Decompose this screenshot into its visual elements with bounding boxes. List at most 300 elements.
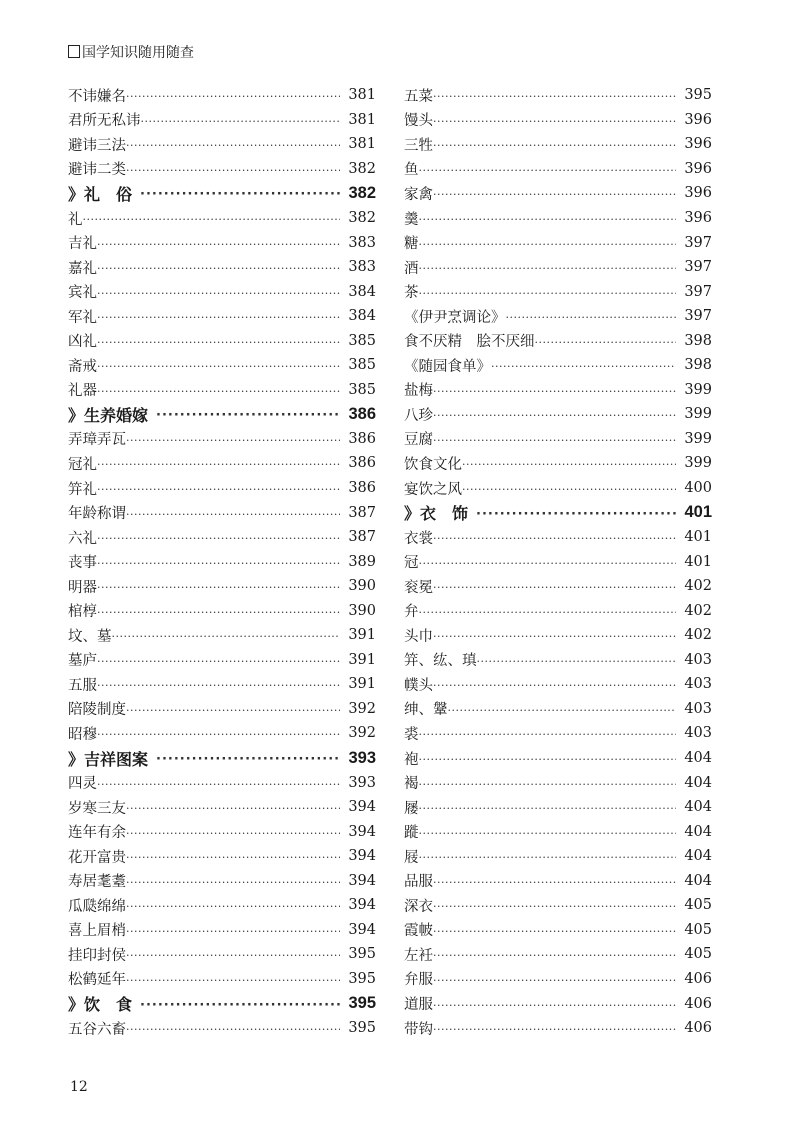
dot-leader <box>97 455 340 471</box>
toc-entry-title: 》吉祥图案 <box>68 749 149 769</box>
toc-entry-page: 404 <box>684 872 712 889</box>
toc-entry-title: 斋戒 <box>68 358 97 375</box>
dot-leader <box>433 136 676 152</box>
toc-entry-page: 396 <box>684 160 712 177</box>
toc-entry-title: 裘 <box>404 726 419 743</box>
toc-entry-page: 401 <box>684 529 712 546</box>
dot-leader <box>468 504 676 522</box>
toc-entry <box>68 108 376 133</box>
toc-entry-title: 霞帔 <box>404 923 433 940</box>
dot-leader <box>433 185 676 201</box>
toc-entry <box>68 279 376 304</box>
dot-leader <box>97 382 340 398</box>
page-number: 12 <box>70 1079 88 1095</box>
dot-leader <box>419 554 677 570</box>
toc-entry-title: 衣裳 <box>404 530 433 547</box>
toc-entry-title: 宴饮之风 <box>404 481 462 498</box>
toc-entry <box>404 942 712 967</box>
toc-entry-title: 避讳三法 <box>68 137 126 154</box>
toc-entry-title: 五菜 <box>404 88 433 105</box>
toc-entry-title: 弁 <box>404 604 419 621</box>
toc-entry-title: 盐梅 <box>404 383 433 400</box>
toc-entry <box>68 1016 376 1041</box>
toc-entry-title: 绅、鞶 <box>404 702 448 719</box>
toc-entry <box>404 672 712 697</box>
toc-entry-page: 398 <box>684 332 712 349</box>
toc-entry-page: 397 <box>684 308 712 325</box>
toc-entry <box>68 328 376 353</box>
toc-entry <box>68 967 376 992</box>
toc-entry-page: 385 <box>348 381 376 398</box>
dot-leader <box>97 308 340 324</box>
toc-entry-title: 左衽 <box>404 947 433 964</box>
toc-entry <box>404 230 712 255</box>
dot-leader <box>97 578 340 594</box>
dot-leader <box>433 897 676 913</box>
toc-entry-page: 398 <box>684 357 712 374</box>
toc-entry-page: 396 <box>684 210 712 226</box>
dot-leader <box>419 848 677 864</box>
toc-entry-page: 383 <box>348 234 376 251</box>
dot-leader <box>97 284 340 300</box>
toc-entry-page: 395 <box>348 970 376 987</box>
toc-entry-title: 礼器 <box>68 383 97 400</box>
dot-leader <box>419 775 677 791</box>
toc-entry <box>68 230 376 255</box>
toc-section-heading <box>68 991 376 1016</box>
toc-entry-page: 386 <box>348 430 376 447</box>
toc-entry-page: 404 <box>684 750 712 767</box>
dot-leader <box>419 210 677 226</box>
toc-entry-page: 393 <box>348 774 376 791</box>
toc-entry-page: 385 <box>348 332 376 349</box>
toc-entry-page: 387 <box>348 504 376 521</box>
dot-leader <box>419 284 677 300</box>
square-bullet-icon <box>68 45 80 58</box>
toc-entry <box>404 304 712 329</box>
toc-entry <box>404 108 712 133</box>
toc-entry <box>68 893 376 918</box>
toc-section-heading <box>68 181 376 206</box>
toc-entry <box>404 991 712 1016</box>
toc-entry-title: 八珍 <box>404 407 433 424</box>
toc-entry <box>68 598 376 623</box>
toc-entry-page: 392 <box>348 700 376 717</box>
toc-entry-title: 》衣 饰 <box>404 504 469 524</box>
dot-leader <box>97 775 340 791</box>
dot-leader <box>535 333 677 349</box>
toc-entry <box>68 942 376 967</box>
toc-entry-page: 404 <box>684 823 712 840</box>
dot-leader <box>506 308 677 324</box>
toc-entry-page: 382 <box>348 210 376 226</box>
dot-leader <box>97 357 340 373</box>
toc-entry-page: 403 <box>684 725 712 742</box>
toc-entry-title: 食不厌精 脍不厌细 <box>404 334 535 351</box>
toc-entry-title: 喜上眉梢 <box>68 923 126 940</box>
dot-leader <box>433 996 676 1012</box>
toc-entry-title: 》礼 俗 <box>68 184 133 204</box>
toc-entry-page: 392 <box>348 725 376 742</box>
toc-entry-page: 402 <box>684 602 712 619</box>
toc-entry <box>404 795 712 820</box>
toc-entry-title: 丧事 <box>68 555 97 572</box>
toc-entry-page: 399 <box>684 381 712 398</box>
toc-entry <box>68 623 376 648</box>
toc-entry-title: 道服 <box>404 997 433 1013</box>
dot-leader <box>126 431 340 447</box>
toc-entry-title: 《随园食单》 <box>404 358 491 375</box>
toc-entry-title: 豆腐 <box>404 432 433 449</box>
toc-entry-page: 406 <box>684 970 712 987</box>
dot-leader <box>433 578 676 594</box>
toc-entry-page: 394 <box>348 799 376 816</box>
toc-entry-page: 400 <box>684 480 712 497</box>
toc-entry <box>68 427 376 452</box>
toc-entry-page: 384 <box>348 308 376 325</box>
toc-entry-page: 384 <box>348 283 376 300</box>
toc-entry <box>68 83 376 108</box>
toc-entry-title: 》生养婚嫁 <box>68 405 149 425</box>
toc-entry-page: 405 <box>684 897 712 914</box>
dot-leader <box>97 554 340 570</box>
toc-entry-title: 宾礼 <box>68 285 97 302</box>
dot-leader <box>491 357 676 373</box>
toc-entry-title: 羹 <box>404 211 419 228</box>
toc-entry <box>68 451 376 476</box>
dot-leader <box>433 946 676 962</box>
toc-entry <box>68 255 376 280</box>
toc-entry-title: 坟、墓 <box>68 628 112 645</box>
toc-entry-title: 年龄称谓 <box>68 506 126 523</box>
toc-entry-page: 401 <box>684 503 712 522</box>
toc-entry-page: 386 <box>348 404 376 423</box>
toc-entry-title: 岁寒三友 <box>68 800 126 817</box>
toc-entry-page: 403 <box>684 700 712 717</box>
dot-leader <box>126 701 340 717</box>
toc-entry-page: 396 <box>684 136 712 153</box>
dot-leader <box>433 382 676 398</box>
toc-entry <box>68 353 376 378</box>
toc-entry-page: 406 <box>684 1020 712 1037</box>
dot-leader <box>433 87 676 103</box>
dot-leader <box>148 749 340 767</box>
dot-leader <box>126 848 340 864</box>
toc-entry <box>404 525 712 550</box>
toc-left-column <box>68 83 376 1040</box>
dot-leader <box>126 971 340 987</box>
dot-leader <box>126 922 340 938</box>
toc-entry-title: 》饮 食 <box>68 995 133 1014</box>
toc-entry <box>404 451 712 476</box>
toc-entry <box>68 476 376 501</box>
dot-leader <box>433 529 676 545</box>
toc-entry-title: 头巾 <box>404 628 433 645</box>
toc-entry <box>404 181 712 206</box>
toc-entry-title: 深衣 <box>404 898 433 915</box>
dot-leader <box>126 873 340 889</box>
toc-entry-title: 吉礼 <box>68 236 97 253</box>
toc-entry-title: 瓜瓞绵绵 <box>68 898 126 915</box>
toc-entry-page: 382 <box>348 160 376 177</box>
toc-entry-page: 399 <box>684 406 712 423</box>
toc-entry-page: 385 <box>348 357 376 374</box>
toc-entry <box>68 844 376 869</box>
toc-entry <box>404 476 712 501</box>
toc-entry-title: 弁服 <box>404 972 433 989</box>
toc-entry-title: 茶 <box>404 285 419 302</box>
dot-leader <box>126 505 340 521</box>
toc-entry <box>68 869 376 894</box>
toc-entry-title: 避讳二类 <box>68 162 126 179</box>
dot-leader <box>126 946 340 962</box>
dot-leader <box>132 184 340 202</box>
toc-entry-title: 松鹤延年 <box>68 972 126 989</box>
running-header <box>68 42 194 62</box>
toc-entry <box>68 206 376 231</box>
toc-entry <box>68 525 376 550</box>
toc-entry-page: 381 <box>348 87 376 104</box>
toc-entry-title: 六礼 <box>68 530 97 547</box>
dot-leader <box>97 333 340 349</box>
toc-entry-title: 礼 <box>68 211 83 228</box>
toc-entry-title: 冠 <box>404 555 419 572</box>
dot-leader <box>433 1020 676 1036</box>
toc-entry <box>404 869 712 894</box>
toc-entry-title: 鱼 <box>404 162 419 179</box>
toc-entry <box>404 255 712 280</box>
toc-entry-page: 396 <box>684 185 712 202</box>
dot-leader <box>148 405 340 423</box>
dot-leader <box>126 799 340 815</box>
toc-entry <box>404 844 712 869</box>
toc-entry-title: 冠礼 <box>68 456 97 473</box>
toc-section-heading <box>404 500 712 525</box>
toc-entry-page: 402 <box>684 578 712 595</box>
toc-entry-title: 《伊尹烹调论》 <box>404 309 506 326</box>
toc-entry <box>404 427 712 452</box>
toc-entry-title: 笄、纮、瑱 <box>404 653 477 670</box>
toc-entry <box>68 770 376 795</box>
toc-section-heading <box>68 402 376 427</box>
dot-leader <box>462 455 676 471</box>
dot-leader <box>126 897 340 913</box>
toc-entry <box>68 819 376 844</box>
toc-entry-page: 391 <box>348 676 376 693</box>
toc-entry-page: 381 <box>348 136 376 153</box>
toc-entry <box>404 279 712 304</box>
toc-entry-title: 凶礼 <box>68 334 97 351</box>
toc-entry-page: 397 <box>684 259 712 276</box>
toc-entry <box>68 549 376 574</box>
toc-entry-page: 405 <box>684 921 712 938</box>
dot-leader <box>419 235 677 251</box>
dot-leader <box>97 603 340 619</box>
dot-leader <box>126 136 340 152</box>
toc-entry-page: 394 <box>348 921 376 938</box>
dot-leader <box>433 922 676 938</box>
dot-leader <box>97 676 340 692</box>
toc-entry-page: 397 <box>684 234 712 251</box>
toc-entry <box>68 574 376 599</box>
toc-entry <box>404 746 712 771</box>
toc-entry-title: 品服 <box>404 874 433 891</box>
toc-entry-title: 昭穆 <box>68 726 97 743</box>
toc-entry-title: 君所无私讳 <box>68 113 141 130</box>
dot-leader <box>97 529 340 545</box>
dot-leader <box>433 406 676 422</box>
dot-leader <box>419 750 677 766</box>
toc-entry-title: 军礼 <box>68 309 97 326</box>
toc-entry <box>404 353 712 378</box>
toc-entry-page: 401 <box>684 553 712 570</box>
toc-entry <box>68 697 376 722</box>
toc-entry-page: 405 <box>684 946 712 963</box>
toc-entry <box>404 648 712 673</box>
toc-entry-page: 395 <box>348 994 376 1012</box>
dot-leader <box>477 652 677 668</box>
dot-leader <box>448 701 677 717</box>
toc-entry-page: 402 <box>684 627 712 644</box>
toc-entry <box>68 648 376 673</box>
toc-entry <box>68 721 376 746</box>
toc-entry-title: 明器 <box>68 579 97 596</box>
toc-entry-title: 五谷六畜 <box>68 1021 126 1038</box>
toc-entry-title: 家禽 <box>404 186 433 203</box>
toc-entry <box>404 378 712 403</box>
dot-leader <box>462 480 676 496</box>
toc-entry <box>68 157 376 182</box>
toc-entry-title: 带钩 <box>404 1021 433 1038</box>
toc-entry-title: 弄璋弄瓦 <box>68 432 126 449</box>
dot-leader <box>419 725 677 741</box>
toc-entry <box>404 1016 712 1041</box>
dot-leader <box>97 725 340 741</box>
toc-entry-title: 笄礼 <box>68 481 97 498</box>
toc-entry-page: 399 <box>684 430 712 447</box>
toc-entry-page: 383 <box>348 259 376 276</box>
toc-entry-page: 391 <box>348 627 376 644</box>
toc-entry-title: 酒 <box>404 260 419 277</box>
toc-entry-title: 屐 <box>404 849 419 866</box>
toc-entry-title: 蹝 <box>404 825 419 842</box>
toc-entry <box>404 574 712 599</box>
dot-leader <box>419 799 677 815</box>
dot-leader <box>419 603 677 619</box>
toc-entry <box>404 623 712 648</box>
book-title: 国学知识随用随查 <box>82 45 194 61</box>
toc-entry-title: 嘉礼 <box>68 260 97 277</box>
toc-entry-title: 不讳嫌名 <box>68 88 126 105</box>
toc-entry <box>404 206 712 231</box>
toc-entry-page: 396 <box>684 111 712 128</box>
toc-entry-page: 389 <box>348 553 376 570</box>
toc-entry-page: 404 <box>684 799 712 816</box>
toc-entry-page: 395 <box>684 87 712 104</box>
toc-right-column <box>404 83 712 1040</box>
toc-entry-page: 394 <box>348 848 376 865</box>
toc-entry <box>404 967 712 992</box>
toc-entry-title: 衮冕 <box>404 579 433 596</box>
toc-entry-page: 404 <box>684 848 712 865</box>
toc-entry-page: 391 <box>348 651 376 668</box>
dot-leader <box>126 824 340 840</box>
toc-entry-page: 403 <box>684 676 712 693</box>
dot-leader <box>97 652 340 668</box>
toc-entry <box>404 598 712 623</box>
toc-entry-title: 寿居耄耋 <box>68 874 126 891</box>
toc-entry-page: 399 <box>684 455 712 472</box>
toc-entry <box>68 672 376 697</box>
toc-entry-title: 陪陵制度 <box>68 702 126 719</box>
dot-leader <box>97 235 340 251</box>
toc-entry-title: 花开富贵 <box>68 849 126 866</box>
toc-entry-page: 387 <box>348 529 376 546</box>
toc-entry-title: 四灵 <box>68 776 97 793</box>
toc-entry-page: 394 <box>348 897 376 914</box>
toc-entry <box>404 157 712 182</box>
toc-entry-title: 糖 <box>404 236 419 253</box>
toc-entry-page: 382 <box>348 183 376 202</box>
toc-entry <box>404 83 712 108</box>
toc-entry-title: 屦 <box>404 800 419 817</box>
toc-entry <box>68 132 376 157</box>
toc-entry-title: 三牲 <box>404 137 433 154</box>
dot-leader <box>97 480 340 496</box>
toc-entry <box>404 819 712 844</box>
toc-entry <box>68 795 376 820</box>
dot-leader <box>419 824 677 840</box>
toc-entry-page: 406 <box>684 995 712 1012</box>
toc-entry <box>68 304 376 329</box>
dot-leader <box>141 112 341 128</box>
toc-entry <box>404 770 712 795</box>
toc-entry-title: 幞头 <box>404 677 433 694</box>
dot-leader <box>419 259 677 275</box>
dot-leader <box>433 971 676 987</box>
toc-entry-title: 褐 <box>404 776 419 793</box>
toc-entry <box>404 549 712 574</box>
toc-entry-page: 404 <box>684 774 712 791</box>
toc-entry-title: 棺椁 <box>68 604 97 621</box>
dot-leader <box>132 995 340 1013</box>
toc-entry-page: 393 <box>348 748 376 767</box>
toc-entry-page: 403 <box>684 651 712 668</box>
toc-entry-title: 墓庐 <box>68 653 97 670</box>
toc-entry-page: 381 <box>348 111 376 128</box>
toc-entry-title: 袍 <box>404 751 419 768</box>
toc-entry <box>404 328 712 353</box>
toc-section-heading <box>68 746 376 771</box>
dot-leader <box>112 627 341 643</box>
dot-leader <box>126 1020 340 1036</box>
toc-entry-page: 394 <box>348 872 376 889</box>
dot-leader <box>419 161 677 177</box>
dot-leader <box>83 210 341 226</box>
toc-entry-page: 390 <box>348 578 376 595</box>
toc-entry-page: 386 <box>348 455 376 472</box>
dot-leader <box>433 431 676 447</box>
toc-entry <box>68 500 376 525</box>
dot-leader <box>433 112 676 128</box>
toc-entry-title: 五服 <box>68 677 97 694</box>
toc-entry <box>68 378 376 403</box>
toc-entry <box>404 721 712 746</box>
dot-leader <box>433 627 676 643</box>
toc-entry <box>68 918 376 943</box>
toc-entry-page: 397 <box>684 283 712 300</box>
dot-leader <box>97 259 340 275</box>
